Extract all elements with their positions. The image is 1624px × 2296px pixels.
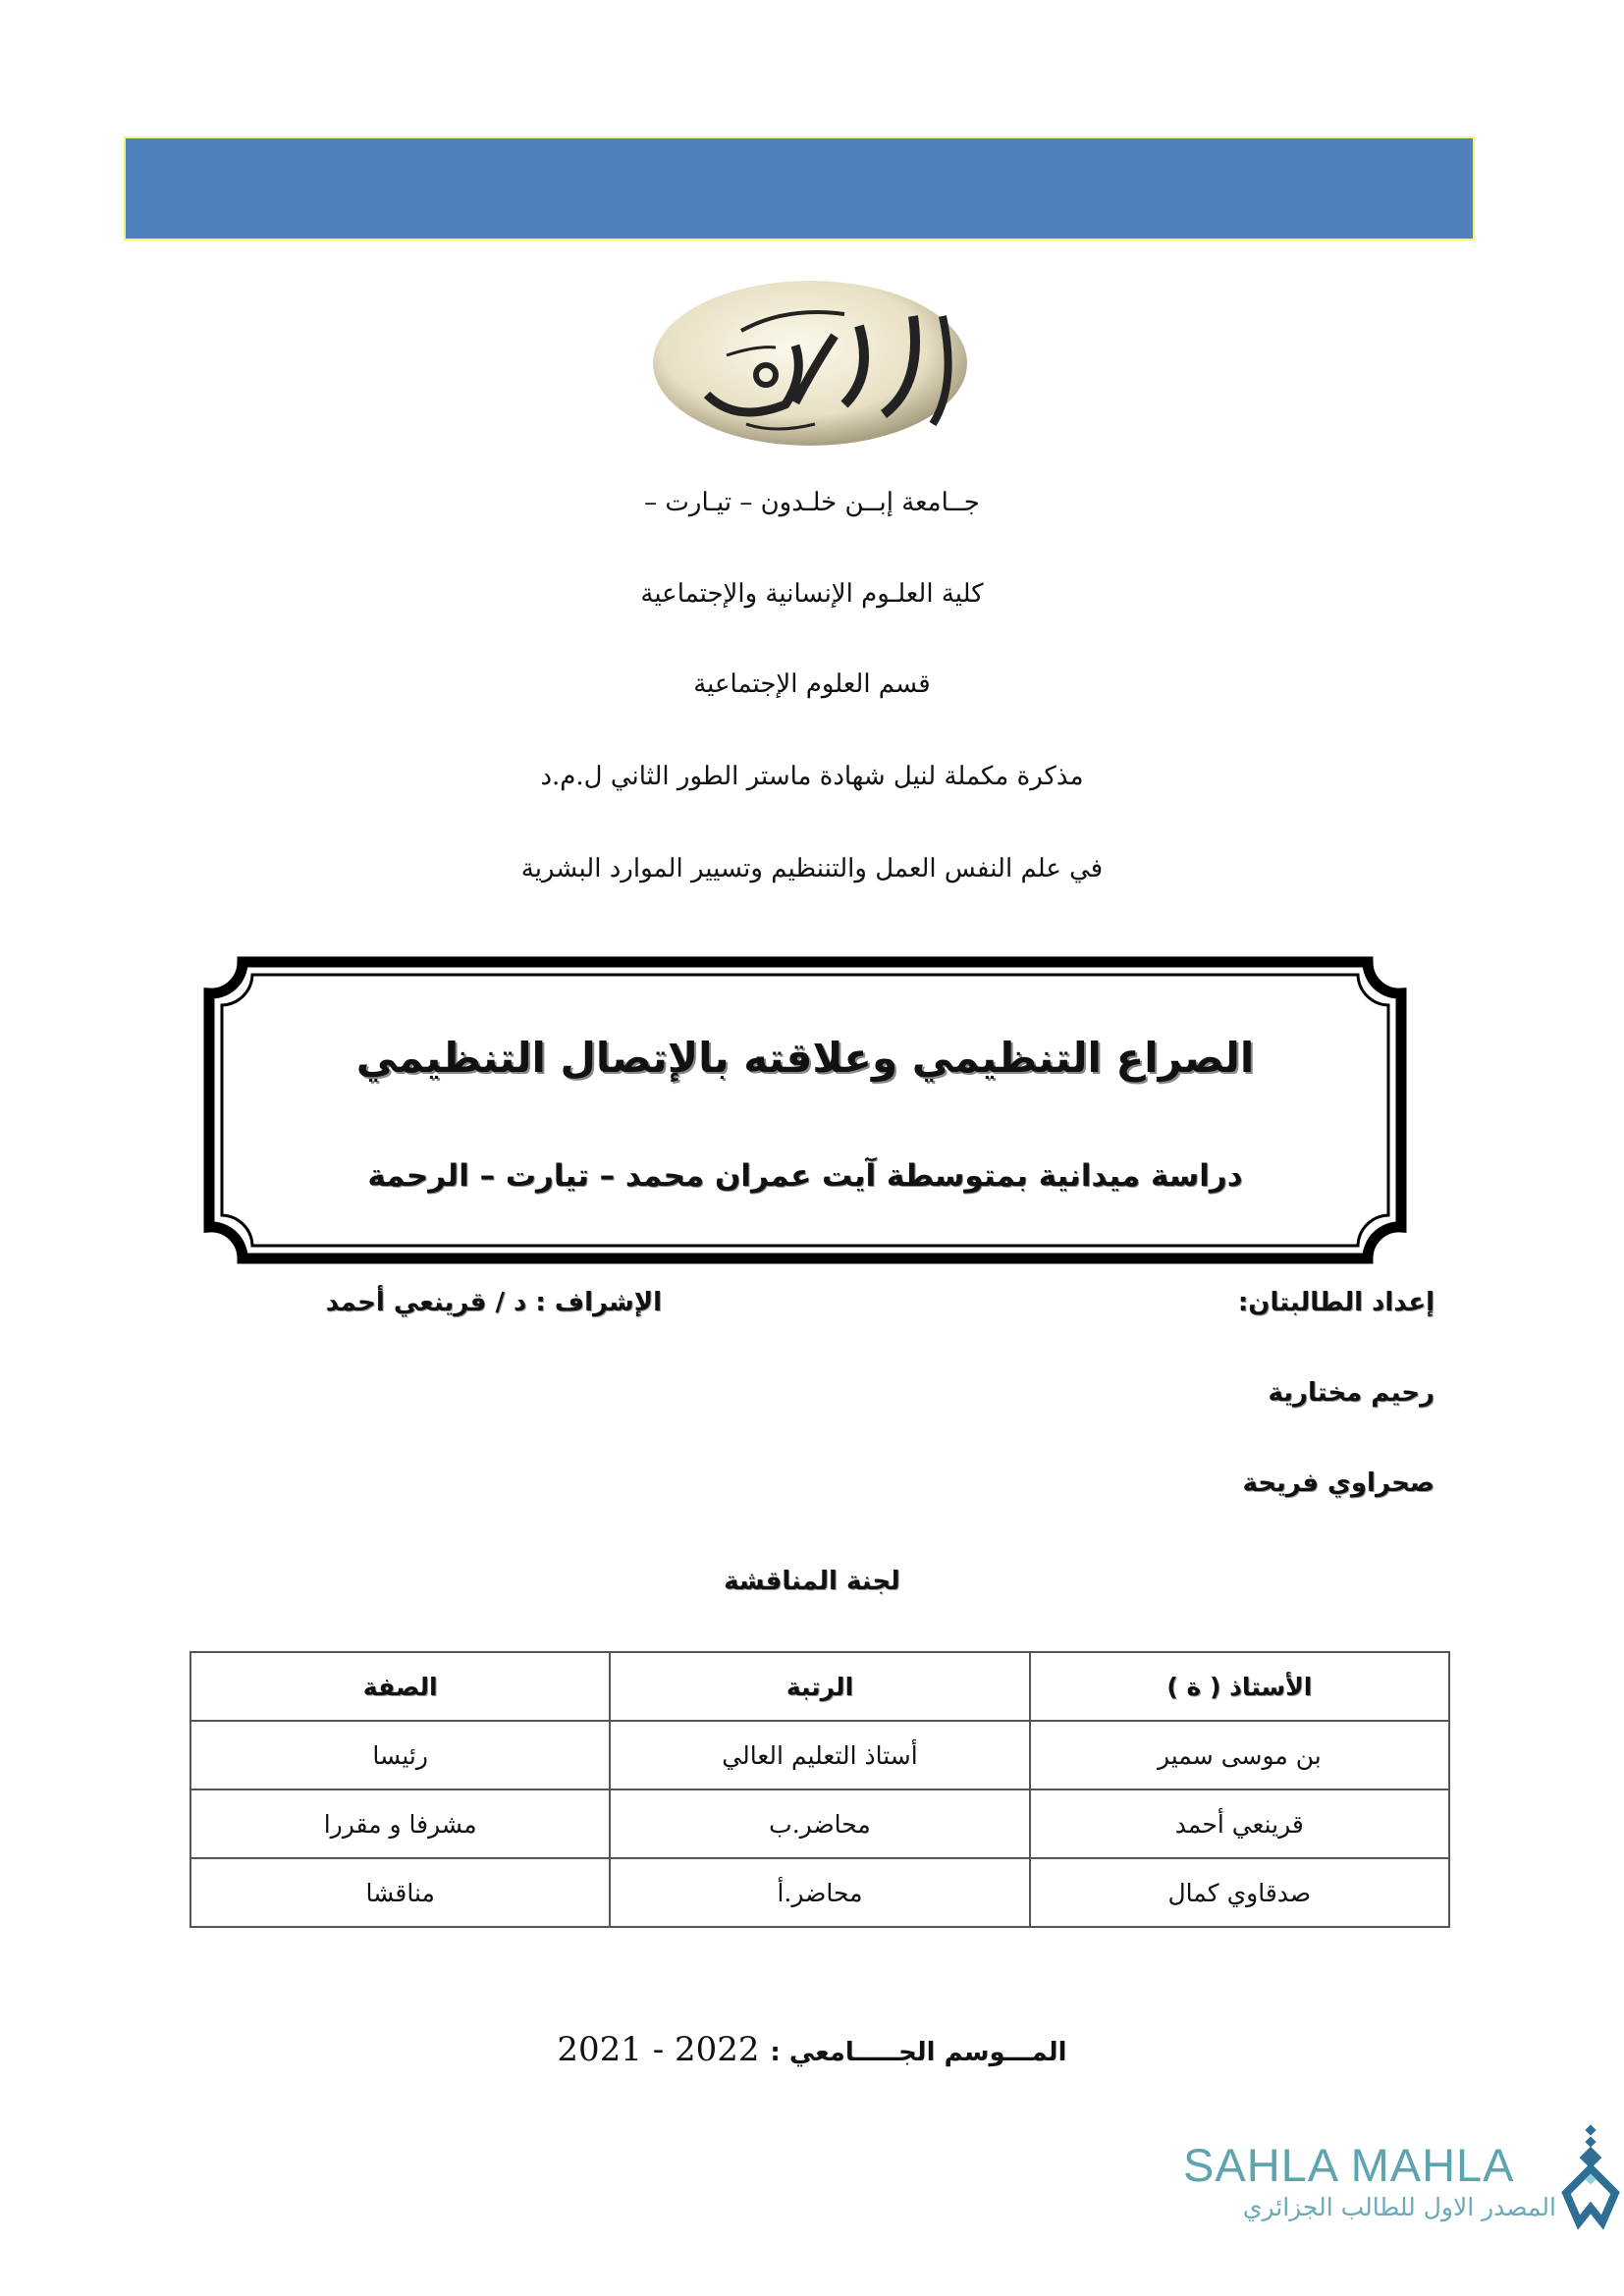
university-name: جــامعة إبــن خلـدون – تيـارت – [644,488,980,517]
degree-line: مذكرة مكملة لنيل شهادة ماستر الطور الثاني ل.م.د [540,762,1084,791]
header-role: الصفة [190,1652,610,1721]
supervisor-label: الإشراف : د / قرينعي أحمد [325,1288,662,1317]
thesis-title: الصراع التنظيمي وعلاقته بالإتصال التنظيمي [355,1034,1255,1082]
title-frame [201,954,1409,1266]
header-rank: الرتبة [610,1652,1029,1721]
season-years: 2021 - 2022 [557,2030,760,2069]
header-banner [124,136,1475,240]
committee-title: لجنة المناقشة [724,1567,900,1596]
committee-table [189,1651,1450,1928]
professor-role: مناقشا [190,1858,610,1927]
professor-role: مشرفا و مقررا [190,1789,610,1858]
faculty-name: كلية العلـوم الإنسانية والإجتماعية [640,579,984,609]
professor-rank: أستاذ التعليم العالي [610,1721,1029,1789]
watermark-brand: SAHLA MAHLA [1183,2139,1515,2191]
professor-name: بن موسى سمير [1030,1721,1449,1789]
sahla-mahla-logo-icon [1561,2124,1620,2236]
professor-rank: محاضر.أ [610,1858,1029,1927]
student-name-2: صحراوي فريحة [1242,1468,1435,1498]
table-header-row [190,1652,1449,1721]
academic-season [0,2030,1624,2069]
thesis-subtitle: دراسة ميدانية بمتوسطة آيت عمران محمد – تيارت – الرحمة [367,1158,1243,1194]
specialty-line: في علم النفس العمل والتننظيم وتسيير الموارد البشرية [520,854,1104,883]
sahla-mahla-watermark [1183,2136,1615,2244]
professor-rank: محاضر.ب [610,1789,1029,1858]
table-row [190,1721,1449,1789]
table-row [190,1789,1449,1858]
student-name-1: رحيم مختارية [1268,1378,1435,1408]
season-label: المـــوسم الجـــــامعي : [770,2038,1067,2067]
table-row [190,1858,1449,1927]
professor-name: صدقاوي كمال [1030,1858,1449,1927]
professor-role: رئيسا [190,1721,610,1789]
professor-name: قرينعي أحمد [1030,1789,1449,1858]
department-name: قسم العلوم الإجتماعية [693,669,931,699]
header-professor: الأستاذ ( ة ) [1030,1652,1449,1721]
students-label: إعداد الطالبتان: [1237,1288,1435,1317]
university-seal-icon [648,277,972,449]
watermark-tagline: المصدر الاول للطالب الجزائري [1242,2193,1556,2221]
